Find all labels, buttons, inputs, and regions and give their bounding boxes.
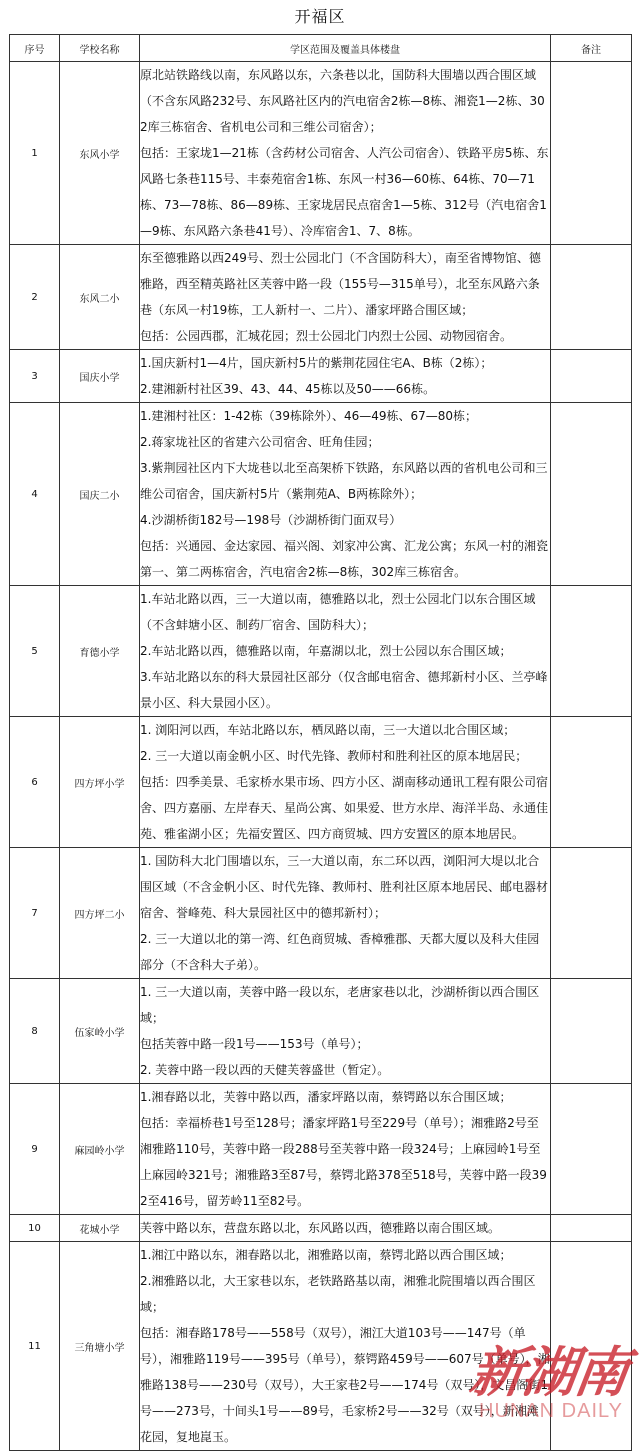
header-range: 学区范围及覆盖具体楼盘 <box>140 35 551 62</box>
district-range <box>140 245 551 350</box>
note-cell <box>551 1215 632 1242</box>
district-range <box>140 62 551 245</box>
note-cell <box>551 245 632 350</box>
school-name: 国庆二小 <box>60 403 140 586</box>
row-number: 4 <box>10 403 60 586</box>
school-name: 三角塘小学 <box>60 1242 140 1451</box>
row-number: 8 <box>10 979 60 1084</box>
watermark-logo: 新湖南 <box>466 1340 632 1404</box>
school-district-table <box>9 34 632 1451</box>
district-range <box>140 1084 551 1215</box>
row-number: 3 <box>10 350 60 403</box>
note-cell <box>551 979 632 1084</box>
range-line: 2. 芙蓉中路一段以西的天健芙蓉盛世（暂定）。 <box>140 1063 390 1077</box>
school-name: 东风二小 <box>60 245 140 350</box>
table-row <box>10 1084 632 1215</box>
row-number: 7 <box>10 848 60 979</box>
note-cell <box>551 586 632 717</box>
district-range <box>140 1242 551 1451</box>
note-cell <box>551 1084 632 1215</box>
district-range <box>140 979 551 1084</box>
range-line: 1. 三一大道以南，芙蓉中路一段以东，老唐家巷以北，沙湖桥街以西合围区域； <box>140 985 540 1025</box>
watermark-subtitle: HUNAN DAILY <box>479 1400 623 1422</box>
table-row <box>10 62 632 245</box>
row-number: 1 <box>10 62 60 245</box>
range-line: 4.沙湖桥街182号—198号（沙湖桥街门面双号） <box>140 513 402 527</box>
row-number: 5 <box>10 586 60 717</box>
range-line: 1.国庆新村1—4片，国庆新村5片的紫荆花园住宅A、B栋（2栋）； <box>140 356 493 370</box>
school-name: 育德小学 <box>60 586 140 717</box>
school-name: 麻园岭小学 <box>60 1084 140 1215</box>
range-line: 包括：幸福桥巷1号至128号；潘家坪路1号至229号（单号）；湘雅路2号至湘雅路110号，芙蓉中路一段288号至芙蓉中路一段324号；上麻园岭1号至上麻园岭321号；湘雅路3至87号，蔡锷北路378至518号，芙蓉中路一段392至416号，留芳岭11至82号。 <box>140 1116 547 1208</box>
note-cell <box>551 1242 632 1451</box>
range-line: 3.车站北路以东的科大景园社区部分（仅含邮电宿舍、德邦新村小区、兰亭峰景小区、科大景园小区）。 <box>140 670 548 710</box>
note-cell <box>551 848 632 979</box>
range-line: 2.建湘新村社区39、43、44、45栋以及50——66栋。 <box>140 382 436 396</box>
row-number: 9 <box>10 1084 60 1215</box>
school-name: 伍家岭小学 <box>60 979 140 1084</box>
range-line: 2.湘雅路以北，大王家巷以东，老铁路路基以南，湘雅北院围墙以西合围区域； <box>140 1274 536 1314</box>
range-line: 2.车站北路以西，德雅路以南，年嘉湖以北，烈士公园以东合围区域； <box>140 644 512 658</box>
row-number: 11 <box>10 1242 60 1451</box>
page-title: 开福区 <box>294 7 346 26</box>
table-row <box>10 403 632 586</box>
range-line: 包括：兴通园、金达家园、福兴阁、刘家冲公寓、汇龙公寓；东风一村的湘瓷第一、第二两栋宿舍，汽电宿舍2栋—8栋，302库三栋宿舍。 <box>140 539 549 579</box>
school-name: 四方坪小学 <box>60 717 140 848</box>
row-number: 10 <box>10 1215 60 1242</box>
range-line: 1.湘春路以北，芙蓉中路以西，潘家坪路以南，蔡锷路以东合围区域； <box>140 1090 512 1104</box>
range-line: 包括芙蓉中路一段1号——153号（单号）； <box>140 1037 369 1051</box>
range-line: 原北站铁路线以南，东风路以东，六条巷以北，国防科大围墙以西合围区域（不含东风路232号、东风路社区内的汽电宿舍2栋—8栋、湘瓷1—2栋、302库三栋宿舍、省机电公司和三维公司宿舍）； <box>140 68 545 134</box>
table-row <box>10 350 632 403</box>
school-name: 花城小学 <box>60 1215 140 1242</box>
table-row <box>10 848 632 979</box>
table-row <box>10 1215 632 1242</box>
table-row <box>10 1242 632 1451</box>
district-range <box>140 350 551 403</box>
district-range <box>140 1215 551 1242</box>
district-range <box>140 403 551 586</box>
district-range <box>140 848 551 979</box>
range-line: 1.车站北路以西，三一大道以南，德雅路以北，烈士公园北门以东合围区域（不含蚌塘小区、制药厂宿舍、国防科大）； <box>140 592 536 632</box>
range-line: 2. 三一大道以北的第一湾、红色商贸城、香樟雅郡、天都大厦以及科大佳园部分（不含科大子弟）。 <box>140 932 540 972</box>
table-header-row <box>10 35 632 62</box>
header-note: 备注 <box>551 35 632 62</box>
note-cell <box>551 717 632 848</box>
header-num: 序号 <box>10 35 60 62</box>
district-range <box>140 586 551 717</box>
range-line: 3.紫荆园社区内下大垅巷以北至高架桥下铁路，东风路以西的省机电公司和三维公司宿舍，国庆新村5片（紫荆苑A、B两栋除外）； <box>140 461 548 501</box>
note-cell <box>551 403 632 586</box>
range-line: 2.蒋家垅社区的省建六公司宿舍、旺角佳园； <box>140 435 380 449</box>
range-line: 1.建湘村社区：1-42栋（39栋除外）、46—49栋、67—80栋； <box>140 409 478 423</box>
range-line: 1.湘江中路以东，湘春路以北，湘雅路以南，蔡锷北路以西合围区域； <box>140 1248 512 1262</box>
range-line: 1. 浏阳河以西，车站北路以东，栖凤路以南，三一大道以北合围区域； <box>140 723 516 737</box>
school-name: 东风小学 <box>60 62 140 245</box>
school-name: 四方坪二小 <box>60 848 140 979</box>
range-line: 东至德雅路以西249号、烈士公园北门（不含国防科大），南至省博物馆、德雅路，西至精英路社区芙蓉中路一段（155号—315单号），北至东风路六条巷（东风一村19栋，工人新村一、二片）、潘家坪路合围区域； <box>140 251 541 317</box>
range-line: 包括：王家垅1—21栋（含药材公司宿舍、人汽公司宿舍）、铁路平房5栋、东风路七条巷115号、丰泰苑宿舍1栋、东风一村36—60栋、64栋、70—71栋、73—78栋、86—89栋、王家垅居民点宿舍1—5栋、312号（汽电宿舍1—9栋、东风路六条巷41号）、冷库宿舍1、7、8栋。 <box>140 146 549 238</box>
district-range <box>140 717 551 848</box>
range-line: 包括：湘春路178号——558号（双号），湘江大道103号——147号（单号），湘雅路119号——395号（单号），蔡锷路459号——607号（单号），湘雅路138号——230号（双号），大王家巷2号——174号（双号），文昌阁街1号——273号，十间头1号——89号，毛家桥2号——32号（双号），新湘滩花园，复地崑玉。 <box>140 1326 550 1444</box>
range-line: 芙蓉中路以东，营盘东路以北，东风路以西，德雅路以南合围区域。 <box>140 1221 501 1235</box>
table-body <box>10 62 632 1451</box>
header-school: 学校名称 <box>60 35 140 62</box>
range-line: 包括：四季美景、毛家桥水果市场、四方小区、湖南移动通讯工程有限公司宿舍、四方嘉丽、左岸春天、星尚公寓、如果爱、世方水岸、海洋半岛、永通佳苑、雅雀湖小区；先福安置区、四方商贸城、四方安置区的原本地居民。 <box>140 775 549 841</box>
range-line: 包括：公园西郡，汇城花园；烈士公园北门内烈士公园、动物园宿舍。 <box>140 329 513 343</box>
note-cell <box>551 350 632 403</box>
note-cell <box>551 62 632 245</box>
table-row <box>10 717 632 848</box>
table-row <box>10 979 632 1084</box>
row-number: 6 <box>10 717 60 848</box>
range-line: 2. 三一大道以南金帆小区、时代先锋、教师村和胜利社区的原本地居民； <box>140 749 528 763</box>
school-name: 国庆小学 <box>60 350 140 403</box>
table-row <box>10 586 632 717</box>
range-line: 1. 国防科大北门围墙以东，三一大道以南，东二环以西，浏阳河大堤以北合围区域（不含金帆小区、时代先锋、教师村、胜利社区原本地居民、邮电器材宿舍、誉峰苑、科大景园社区中的德邦新村）； <box>140 854 549 920</box>
row-number: 2 <box>10 245 60 350</box>
table-row <box>10 245 632 350</box>
